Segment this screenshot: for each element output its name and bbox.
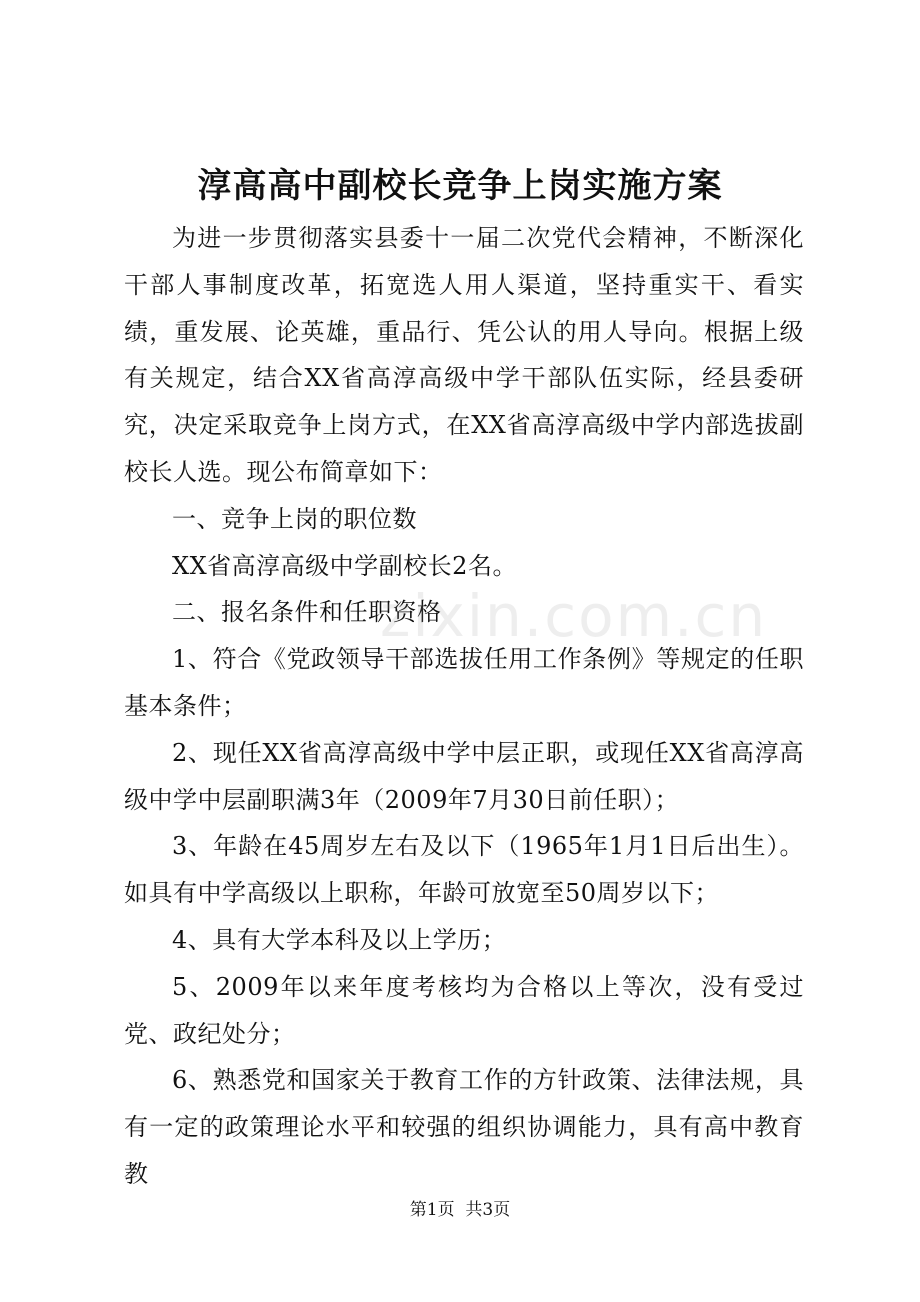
section-heading-qualifications: 二、报名条件和任职资格 <box>172 598 442 627</box>
qualification-item-5: 5、2009年以来年度考核均为合格以上等次，没有受过党、政纪处分； <box>124 972 804 1048</box>
watermark: zixin.com.cn <box>380 582 768 650</box>
section-heading-positions: 一、竞争上岗的职位数 <box>172 504 417 533</box>
qualification-item-2: 2、现任XX省高淳高级中学中层正职，或现任XX省高淳高级中学中层副职满3年（2009年7月30日前任职）； <box>124 738 804 814</box>
paragraph-position-count: XX省高淳高级中学副校长2名。 <box>172 551 517 580</box>
page-footer <box>0 1198 920 1222</box>
qualification-item-6: 6、熟悉党和国家关于教育工作的方针政策、法律法规，具有一定的政策理论水平和较强的组织协调能力，具有高中教育教 <box>124 1066 804 1188</box>
document-title: 淳高高中副校长竞争上岗实施方案 <box>197 166 723 206</box>
document-body <box>124 215 804 1198</box>
paragraph-intro: 为进一步贯彻落实县委十一届二次党代会精神，不断深化干部人事制度改革，拓宽选人用人渠道，坚持重实干、看实绩，重发展、论英雄，重品行、凭公认的用人导向。根据上级有关规定，结合XX省高淳高级中学干部队伍实际，经县委研究，决定采取竞争上岗方式，在XX省高淳高级中学内部选拔副校长人选。现公布简章如下： <box>124 224 804 486</box>
footer-spacer <box>455 1200 466 1220</box>
qualification-item-3: 3、年龄在45周岁左右及以下（1965年1月1日后出生）。如具有中学高级以上职称，年龄可放宽至50周岁以下； <box>124 832 804 908</box>
qualification-item-1: 1、符合《党政领导干部选拔任用工作条例》等规定的任职基本条件； <box>124 645 804 720</box>
qualification-item-4: 4、具有大学本科及以上学历； <box>172 925 507 954</box>
total-pages: 共3页 <box>465 1200 511 1220</box>
page-number: 第1页 <box>409 1200 455 1220</box>
